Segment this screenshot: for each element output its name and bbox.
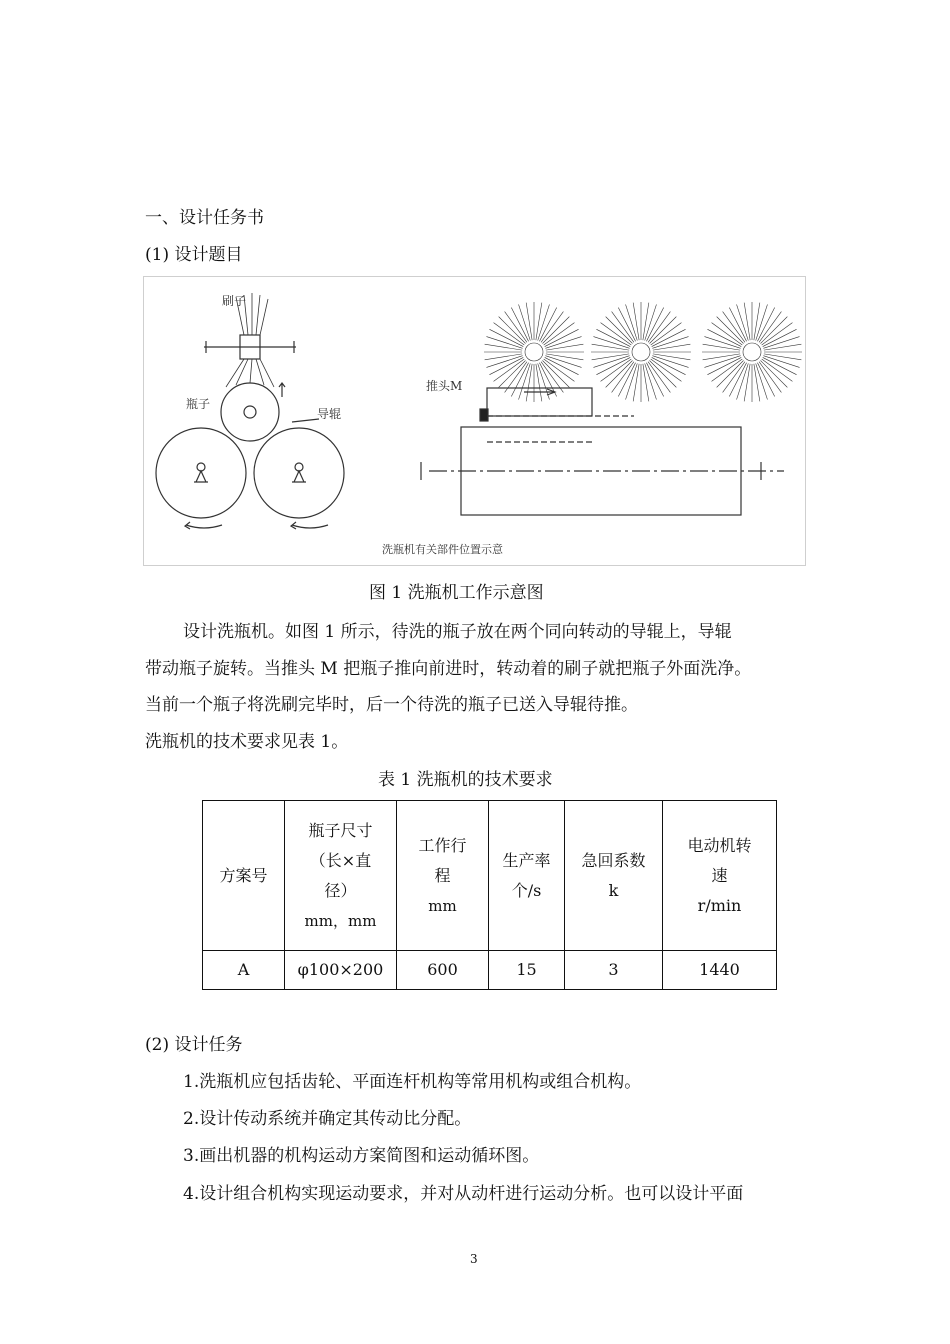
cell-plan: A [203,951,285,990]
subsection-title: (1) 设计题目 [145,245,243,265]
table-reference: 洗瓶机的技术要求见表 1。 [145,732,349,752]
header-motor: 电动机转 速 r/min [663,801,777,951]
task-item-2: 2.设计传动系统并确定其传动比分配。 [183,1109,472,1129]
table-row [203,951,777,990]
section-heading: 一、设计任务书 [145,208,264,228]
header-k: 急回系数 k [565,801,663,951]
page-number: 3 [470,1252,478,1266]
cell-stroke: 600 [397,951,489,990]
figure-inner-caption: 洗瓶机有关部件位置示意 [382,543,503,556]
header-plan: 方案号 [203,801,285,951]
figure-caption: 图 1 洗瓶机工作示意图 [369,583,544,603]
paragraph-line-3: 当前一个瓶子将洗刷完毕时，后一个待洗的瓶子已送入导辊待推。 [145,695,638,715]
bottle-washer-diagram [144,277,807,567]
header-size: 瓶子尺寸 （长×直 径） mm，mm [285,801,397,951]
subsection-title-2: (2) 设计任务 [145,1035,243,1055]
header-rate: 生产率 个/s [489,801,565,951]
cell-k: 3 [565,951,663,990]
table-title: 表 1 洗瓶机的技术要求 [378,770,553,790]
brush-hub-2 [632,343,650,361]
label-roller: 导辊 [317,407,342,421]
task-item-4: 4.设计组合机构实现运动要求，并对从动杆进行运动分析。也可以设计平面 [183,1184,744,1204]
brush-hub-1 [525,343,543,361]
table-header-row [203,801,777,951]
paragraph-line-2: 带动瓶子旋转。当推头 M 把瓶子推向前进时，转动着的刷子就把瓶子外面洗净。 [145,659,752,679]
guide-roller-left [156,428,246,518]
cell-motor: 1440 [663,951,777,990]
task-item-1: 1.洗瓶机应包括齿轮、平面连杆机构等常用机构或组合机构。 [183,1072,642,1092]
figure-diagram [143,276,806,566]
task-item-3: 3.画出机器的机构运动方案简图和运动循环图。 [183,1146,540,1166]
label-brush: 刷子 [222,294,247,308]
paragraph-line-1: 设计洗瓶机。如图 1 所示，待洗的瓶子放在两个同向转动的导辊上，导辊 [183,622,732,642]
cell-size: φ100×200 [285,951,397,990]
spec-table [202,800,777,990]
header-stroke: 工作行 程 mm [397,801,489,951]
cell-rate: 15 [489,951,565,990]
brush-hub-3 [743,343,761,361]
guide-roller-right [254,428,344,518]
label-bottle: 瓶子 [186,397,211,411]
bottle-circle [221,383,279,441]
label-pusher: 推头M [426,379,463,393]
